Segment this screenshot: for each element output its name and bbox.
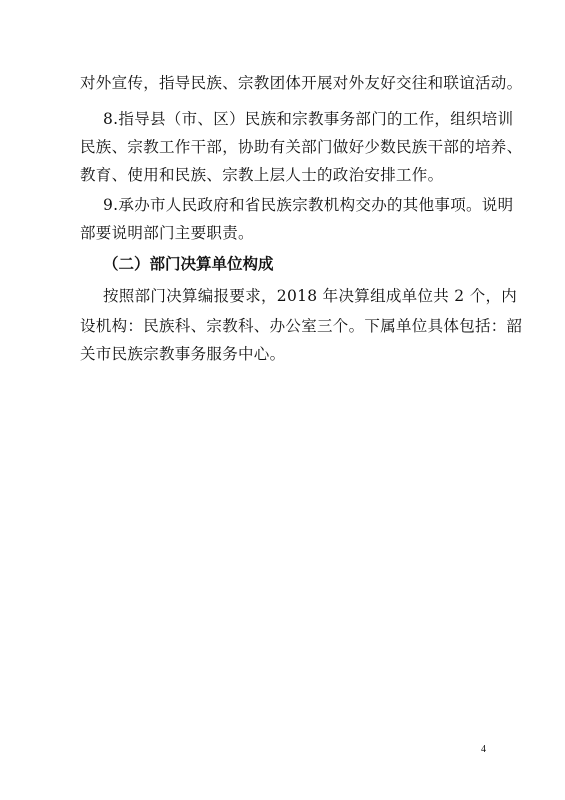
paragraph-line: 关市民族宗教事务服务中心。 — [80, 345, 286, 363]
paragraph-line: 对外宣传，指导民族、宗教团体开展对外友好交往和联谊活动。 — [80, 74, 523, 92]
page-number: 4 — [481, 744, 486, 755]
paragraph-line: 部要说明部门主要职责。 — [80, 224, 254, 242]
paragraph-line: 教育、使用和民族、宗教上层人士的政治安排工作。 — [80, 166, 444, 184]
paragraph-line: 设机构：民族科、宗教科、办公室三个。下属单位具体包括：韶 — [80, 317, 523, 335]
paragraph-line: 按照部门决算编报要求，2018 年决算组成单位共 2 个，内 — [103, 287, 518, 305]
paragraph-line: 9.承办市人民政府和省民族宗教机构交办的其他事项。说明 — [103, 196, 514, 214]
section-heading: （二）部门决算单位构成 — [103, 255, 274, 273]
paragraph-line: 民族、宗教工作干部，协助有关部门做好少数民族干部的培养、 — [80, 138, 523, 156]
paragraph-line: 8.指导县（市、区）民族和宗教事务部门的工作，组织培训 — [103, 110, 514, 128]
